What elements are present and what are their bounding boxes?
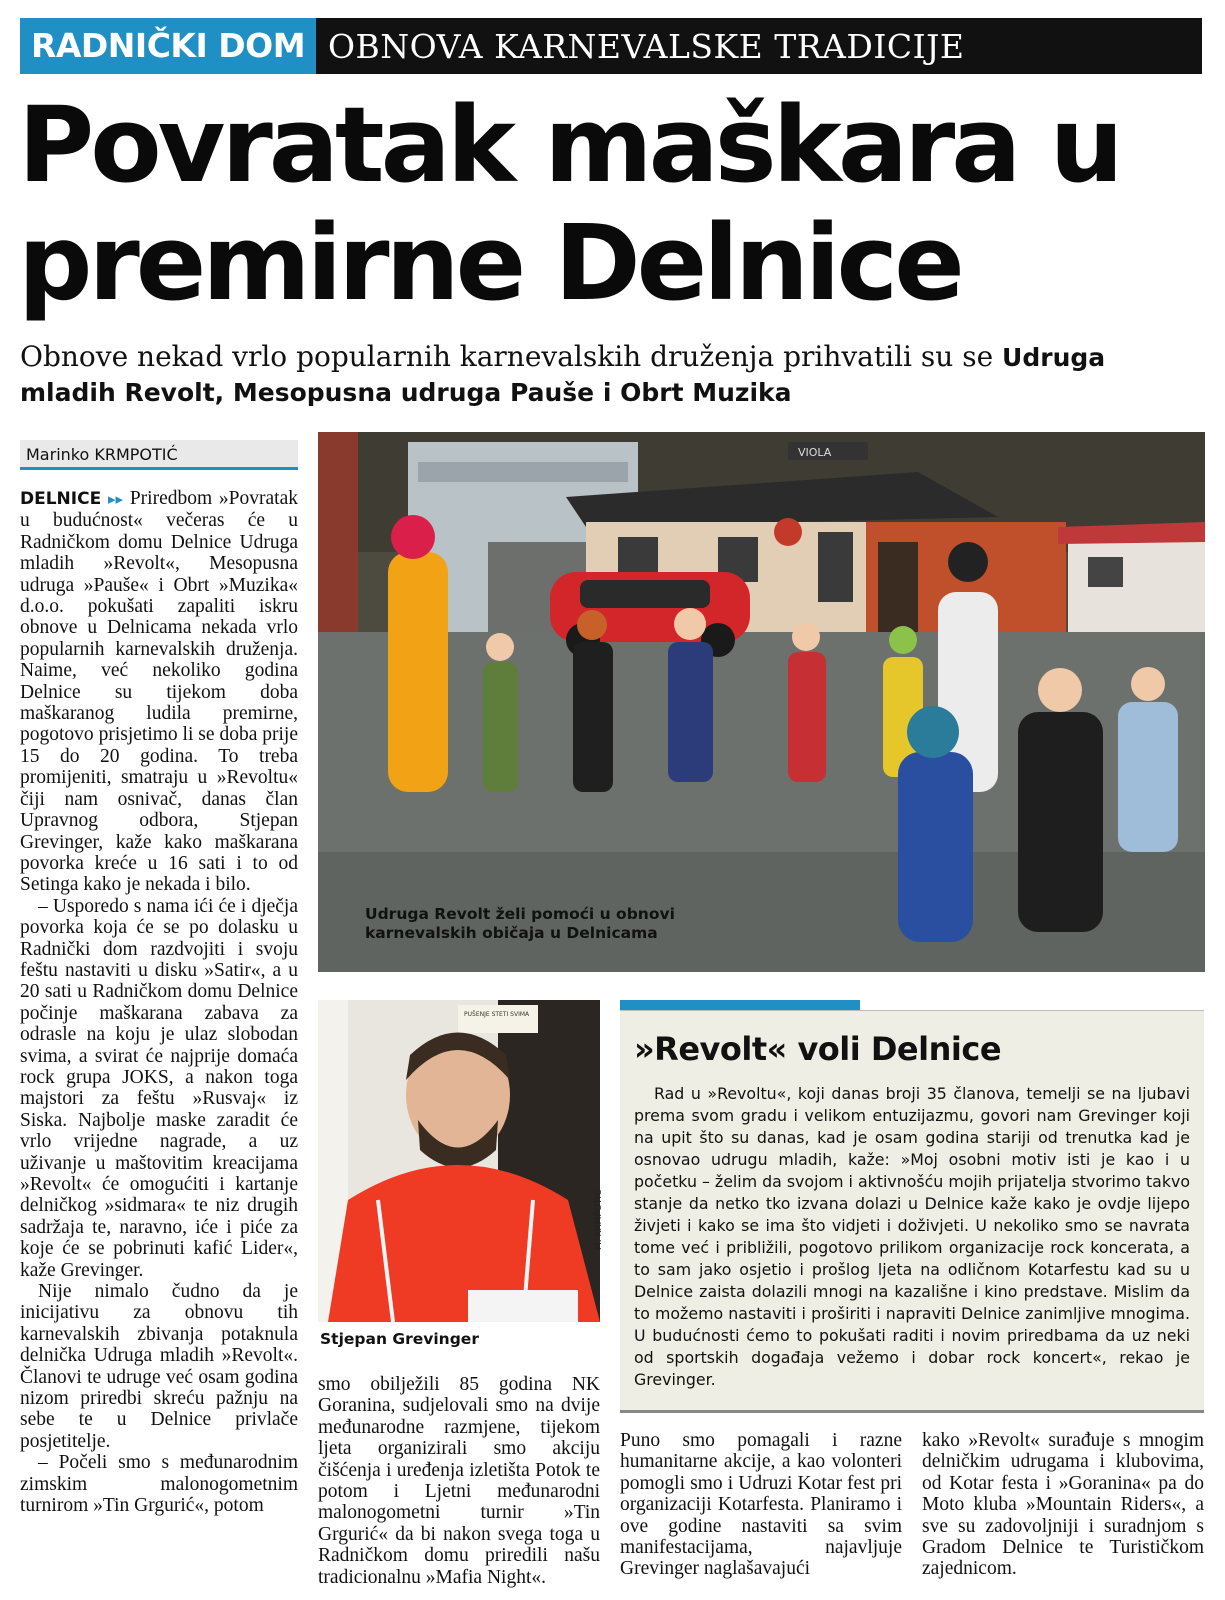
section-strap: OBNOVA KARNEVALSKE TRADICIJE (328, 27, 965, 66)
article-column-2 (318, 1374, 600, 1588)
article-paragraph: – Usporedo s nama ići će i dječja povorka koja će se po dolasku u Radnički dom razdvojiti i svoju feštu nastaviti u disku »Satir«, a u 20 sati u Radničkom domu Delnice počinje maškarana zabava za odrasle na koju je ulaz slobodan svima, a svirat će najprije domaća rock grupa JOKS, a nakon toga majstori za feštu »Rusvaj« iz Siska. Najbolje maske zaradit će vrlo vrijedne nagrade, a uz uživanje u maštovitim kreacijama »Revolt« će omogućiti i kartanje delničkog »sidmara« te niz drugih sadržaja te, naravno, iće i piće za koje će se pobrinuti kafić Lider«, kaže Grevinger. (20, 895, 298, 1281)
article-paragraph: – Počeli smo s međunarodnim zimskim malonogometnim turnirom »Tin Grgurić«, potom (20, 1452, 298, 1517)
article-paragraph: Nije nimalo čudno da je inicijativu za obnovu tih karnevalskih zbivanja potaknula delnička Udruga mladih »Revolt«. Članovi te udruge već osam godina nizom priredbi skreću pažnju na sebe te u Delnice privlače posjetitelje. (20, 1281, 298, 1452)
sidebox-bottom-rule (620, 1410, 1204, 1413)
carnival-parade-illustration (318, 432, 1205, 972)
sidebox-body (634, 1083, 1190, 1391)
portrait-illustration (318, 1000, 600, 1322)
portrait-caption: Stjepan Grevinger (320, 1330, 479, 1348)
article-column-3 (620, 1430, 902, 1580)
article-paragraph: Puno smo pomagali i razne humanitarne akcije, a kao volonteri pomogli smo i Udruzi Kotar fest pri organizaciji Kotarfesta. Planiramo i ove godine nastaviti sa svim manifestacijama, najavljuje Grevinger naglašavajući (620, 1430, 902, 1580)
headline-line-2: premirne Delnice (18, 202, 961, 324)
article-paragraph-text: Priredbom »Povratak u budućnost« večeras će u Radničkom domu Delnice Udruga mladih »Revolt«, Mesopusna udruga »Pauše« i Obrt »Muzika« d.o.o. pokušati zapaliti iskru obnove u Delnicama nekada vrlo popularnih karnevalskih druženja. Naime, već nekoliko godina Delnice su tijekom doba maškaranog ludila premirne, pogotovo prisjetimo li se doba prije 15 do 20 godina. To treba promijeniti, smatraju u »Revoltu« čiji nam osnivač, danas član Upravnog odbora, Stjepan Grevinger, kaže kako maškarana povorka kreće u 16 sati i to od Setinga kako je nekada i bilo. (20, 488, 298, 896)
article-column-1 (20, 488, 298, 1517)
deck-text: Obnove nekad vrlo popularnih karnevalskih druženja prihvatili su se (20, 340, 1003, 373)
article-paragraph (20, 488, 298, 896)
photo-credit: M. KRMPOTIĆ (594, 1189, 604, 1250)
dateline: DELNICE (20, 489, 102, 509)
deck (20, 340, 1205, 410)
portrait-photo (318, 1000, 600, 1322)
article-paragraph: smo obilježili 85 godina NK Goranina, sudjelovali smo na dvije međunarodne razmjene, tijekom ljeta organizirali smo akciju čišćenja i uređenja izletišta Potok te potom i Ljetni međunarodni malonogometni turnir »Tin Grgurić« da bi nakon svega toga u Radničkom domu priredili našu tradicionalnu »Mafia Night«. (318, 1374, 600, 1588)
section-kicker: RADNIČKI DOM (20, 18, 316, 74)
headline-line-1: Povratak maškara u (18, 84, 1120, 206)
sidebox-title: »Revolt« voli Delnice (634, 1030, 1002, 1068)
byline: Marinko KRMPOTIĆ (20, 440, 298, 470)
sign-small: PUŠENJE STETI SVIMA (464, 1011, 530, 1018)
sign-viola: VIOLA (798, 446, 832, 459)
headline (18, 86, 1208, 322)
arrow-icon: ▸▸ (107, 490, 124, 508)
deck-bold: Udruga mladih Revolt, Mesopusna udruga Pauše i Obrt Muzika (20, 343, 1106, 407)
main-photo (318, 432, 1205, 972)
main-photo-caption: Udruga Revolt želi pomoći u obnovi karnevalskih običaja u Delnicama (365, 905, 675, 942)
sidebox-paragraph: Rad u »Revoltu«, koji danas broji 35 članova, temelji se na ljubavi prema svom gradu i velikom entuzijazmu, govori nam Grevinger koji na upit što su danas, kad je osam godina stariji od trenutka kad je osnovao udrugu mladih, kaže: »Moj osobni motiv isti je kao i u početku – želim da svojom i aktivnošću mojih prijatelja stvorimo takvo stanje da netko tko izvana dolazi u Delnice kaže kako je ovdje lijepo živjeti i kako se ima što vidjeti i doživjeti. U nekoliko smo se navrata tome već i približili, pogotovo prilikom organizacije rock koncerata, a to sam jako osjetio i prošlog ljeta na odličnom Kotarfestu kad su u Delnice zaista dolazili mnogi na kazališne i kino predstave. Mislim da to možemo nastaviti i proširiti i napraviti Delnice zanimljive mnogima. U budućnosti ćemo to pokušati raditi i novim priredbama da uz neki od sportskih događaja vežemo i dobar rock koncert«, rekao je Grevinger. (634, 1084, 1190, 1389)
article-paragraph: kako »Revolt« surađuje s mnogim delničkim udrugama i klubovima, od Kotar festa i »Goranina« pa do Moto kluba »Mountain Riders«, a sve su zadovoljniji i suradnjom s Gradom Delnice te Turističkom zajednicom. (922, 1430, 1204, 1580)
sidebox-accent-bar (620, 1000, 860, 1010)
article-column-4 (922, 1430, 1204, 1580)
